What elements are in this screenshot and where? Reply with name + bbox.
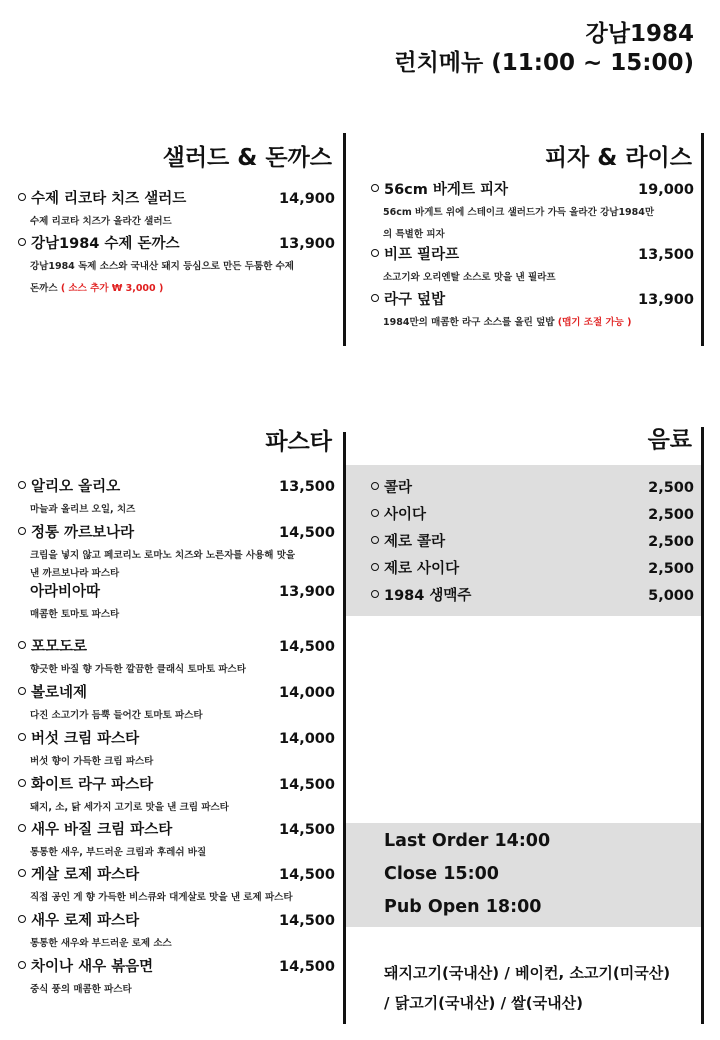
drink-name: 제로 사이다 [384,561,460,577]
bullet-icon [18,238,26,246]
bullet-icon [371,563,379,571]
menu-item [18,773,335,818]
pasta-list [18,475,335,1001]
bullet-icon [371,536,379,544]
item-price: 13,900 [279,584,335,600]
item-name: 차이나 새우 볶음면 [31,959,154,975]
drink-name: 사이다 [384,507,427,523]
close-time-text: Close 15:00 [384,864,499,884]
menu-item [18,475,335,521]
drink-name: 콜라 [384,480,413,496]
item-price: 14,500 [279,639,335,655]
drinks-section-title: 음료 [647,427,692,453]
bullet-icon [18,733,26,741]
bullet-icon [371,482,379,490]
item-desc: 마늘과 올리브 오일, 치즈 [30,504,136,515]
menu-item [371,178,694,246]
divider-bottom-right [701,427,704,1024]
origin-info [384,958,704,1018]
item-desc: 크림을 넣지 않고 페코리노 로마노 치즈와 노른자를 사용해 맛을 [30,550,296,561]
drink-item [371,475,694,502]
item-desc-line2: 의 특별한 피자 [383,229,445,240]
bullet-icon [371,184,379,192]
menu-item [18,232,335,300]
item-desc: 수제 리코타 치즈가 올라간 샐러드 [30,216,172,227]
item-desc: 버섯 향이 가득한 크림 파스타 [30,756,154,767]
drink-price: 2,500 [648,561,694,577]
item-desc-line2: 돈까스 [30,283,58,294]
item-name: 화이트 라구 파스타 [31,777,154,793]
drink-item [371,502,694,529]
hours-info [384,825,550,924]
origin-line-2: / 닭고기(국내산) / 쌀(국내산) [384,994,583,1012]
menu-item [371,288,694,334]
last-order-text: Last Order 14:00 [384,831,551,851]
item-price: 19,000 [638,182,694,198]
item-name: 게살 로제 파스타 [31,867,140,883]
bullet-icon [371,509,379,517]
bullet-icon [18,824,26,832]
bullet-icon [371,249,379,257]
item-desc: 통통한 새우와 부드러운 로제 소스 [30,938,172,949]
item-desc: 직접 공인 게 향 가득한 비스큐와 대게살로 맛을 낸 로제 파스타 [30,892,293,903]
item-name: 강남1984 수제 돈까스 [31,236,180,252]
pizza-section-title: 피자 & 라이스 [544,145,692,171]
bullet-icon [371,294,379,302]
menu-item [18,955,335,1001]
divider-top-left [343,133,346,346]
pub-open-text: Pub Open 18:00 [384,897,542,917]
bullet-icon [18,961,26,969]
drink-name: 1984 생맥주 [384,588,472,604]
item-desc: 1984만의 매콤한 라구 소스를 올린 덮밥 [383,317,555,328]
item-price: 14,000 [279,731,335,747]
item-price: 14,500 [279,959,335,975]
menu-item [18,187,335,233]
drink-price: 2,500 [648,480,694,496]
bullet-icon [18,869,26,877]
menu-item [18,580,335,635]
item-name: 알리오 올리오 [31,479,121,495]
bullet-icon [18,779,26,787]
bullet-icon [18,641,26,649]
item-price: 14,500 [279,525,335,541]
item-desc: 56cm 바게트 위에 스테이크 샐러드가 가득 올라간 강남1984만 [383,207,655,218]
divider-top-right [701,133,704,346]
item-name: 비프 필라프 [384,247,460,263]
item-price: 14,500 [279,867,335,883]
menu-item [18,727,335,773]
item-desc: 향긋한 바질 향 가득한 깔끔한 클래식 토마토 파스타 [30,664,246,675]
drink-price: 2,500 [648,507,694,523]
item-desc-line2: 낸 까르보나라 파스타 [30,568,120,579]
menu-item [18,635,335,681]
item-name: 새우 바질 크림 파스타 [31,822,173,838]
bullet-icon [18,481,26,489]
item-desc: 다진 소고기가 듬뿍 들어간 토마토 파스타 [30,710,203,721]
salad-section-title: 샐러드 & 돈까스 [162,145,332,171]
item-name: 56cm 바게트 피자 [384,182,509,198]
store-name: 강남1984 [585,21,694,47]
item-name: 라구 덮밥 [384,292,446,308]
drinks-list [371,475,694,610]
item-price: 14,500 [279,822,335,838]
bullet-icon [18,527,26,535]
menu-item [18,681,335,727]
item-desc: 돼지, 소, 닭 세가지 고기로 맛을 낸 크림 파스타 [30,802,229,813]
item-name: 볼로네제 [31,685,88,701]
item-desc: 매콤한 토마토 파스타 [30,609,120,620]
menu-item [18,818,335,863]
menu-item [18,863,335,909]
drink-price: 5,000 [648,588,694,604]
origin-line-1: 돼지고기(국내산) / 베이컨, 소고기(미국산) [384,964,671,982]
item-price: 14,500 [279,913,335,929]
item-price: 13,500 [638,247,694,263]
item-price: 14,000 [279,685,335,701]
item-price: 14,500 [279,777,335,793]
drink-name: 제로 콜라 [384,534,446,550]
bullet-icon [18,687,26,695]
item-desc: 소고기와 오리엔탈 소스로 맛을 낸 필라프 [383,272,556,283]
item-price: 13,500 [279,479,335,495]
item-name: 정통 까르보나라 [31,525,135,541]
item-name: 새우 로제 파스타 [31,913,140,929]
item-desc: 중식 풍의 매콤한 파스타 [30,984,132,995]
bullet-icon [371,590,379,598]
drink-item [371,529,694,556]
item-name: 포모도로 [31,639,88,655]
item-name: 버섯 크림 파스타 [31,731,140,747]
item-price: 13,900 [279,236,335,252]
item-desc: 통통한 새우, 부드러운 크림과 후레쉬 바질 [30,847,207,858]
drink-item [371,556,694,583]
item-desc: 강남1984 독제 소스와 국내산 돼지 등심으로 만든 두툼한 수제 [30,261,294,272]
menu-item [18,909,335,955]
item-price: 13,900 [638,292,694,308]
menu-item [371,243,694,289]
item-name: 아라비아따 [30,584,101,600]
bullet-icon [18,915,26,923]
item-price: 14,900 [279,191,335,207]
menu-item [18,521,335,580]
item-name: 수제 리코타 치즈 샐러드 [31,191,187,207]
drink-price: 2,500 [648,534,694,550]
bullet-icon [18,193,26,201]
pasta-section-title: 파스타 [265,429,332,455]
spice-note: (맵기 조절 가능 ) [557,317,632,328]
sauce-note: ( 소스 추가 ₩ 3,000 ) [60,283,164,294]
lunch-menu-title: 런치메뉴 (11:00 ~ 15:00) [394,50,694,76]
drink-item [371,583,694,610]
